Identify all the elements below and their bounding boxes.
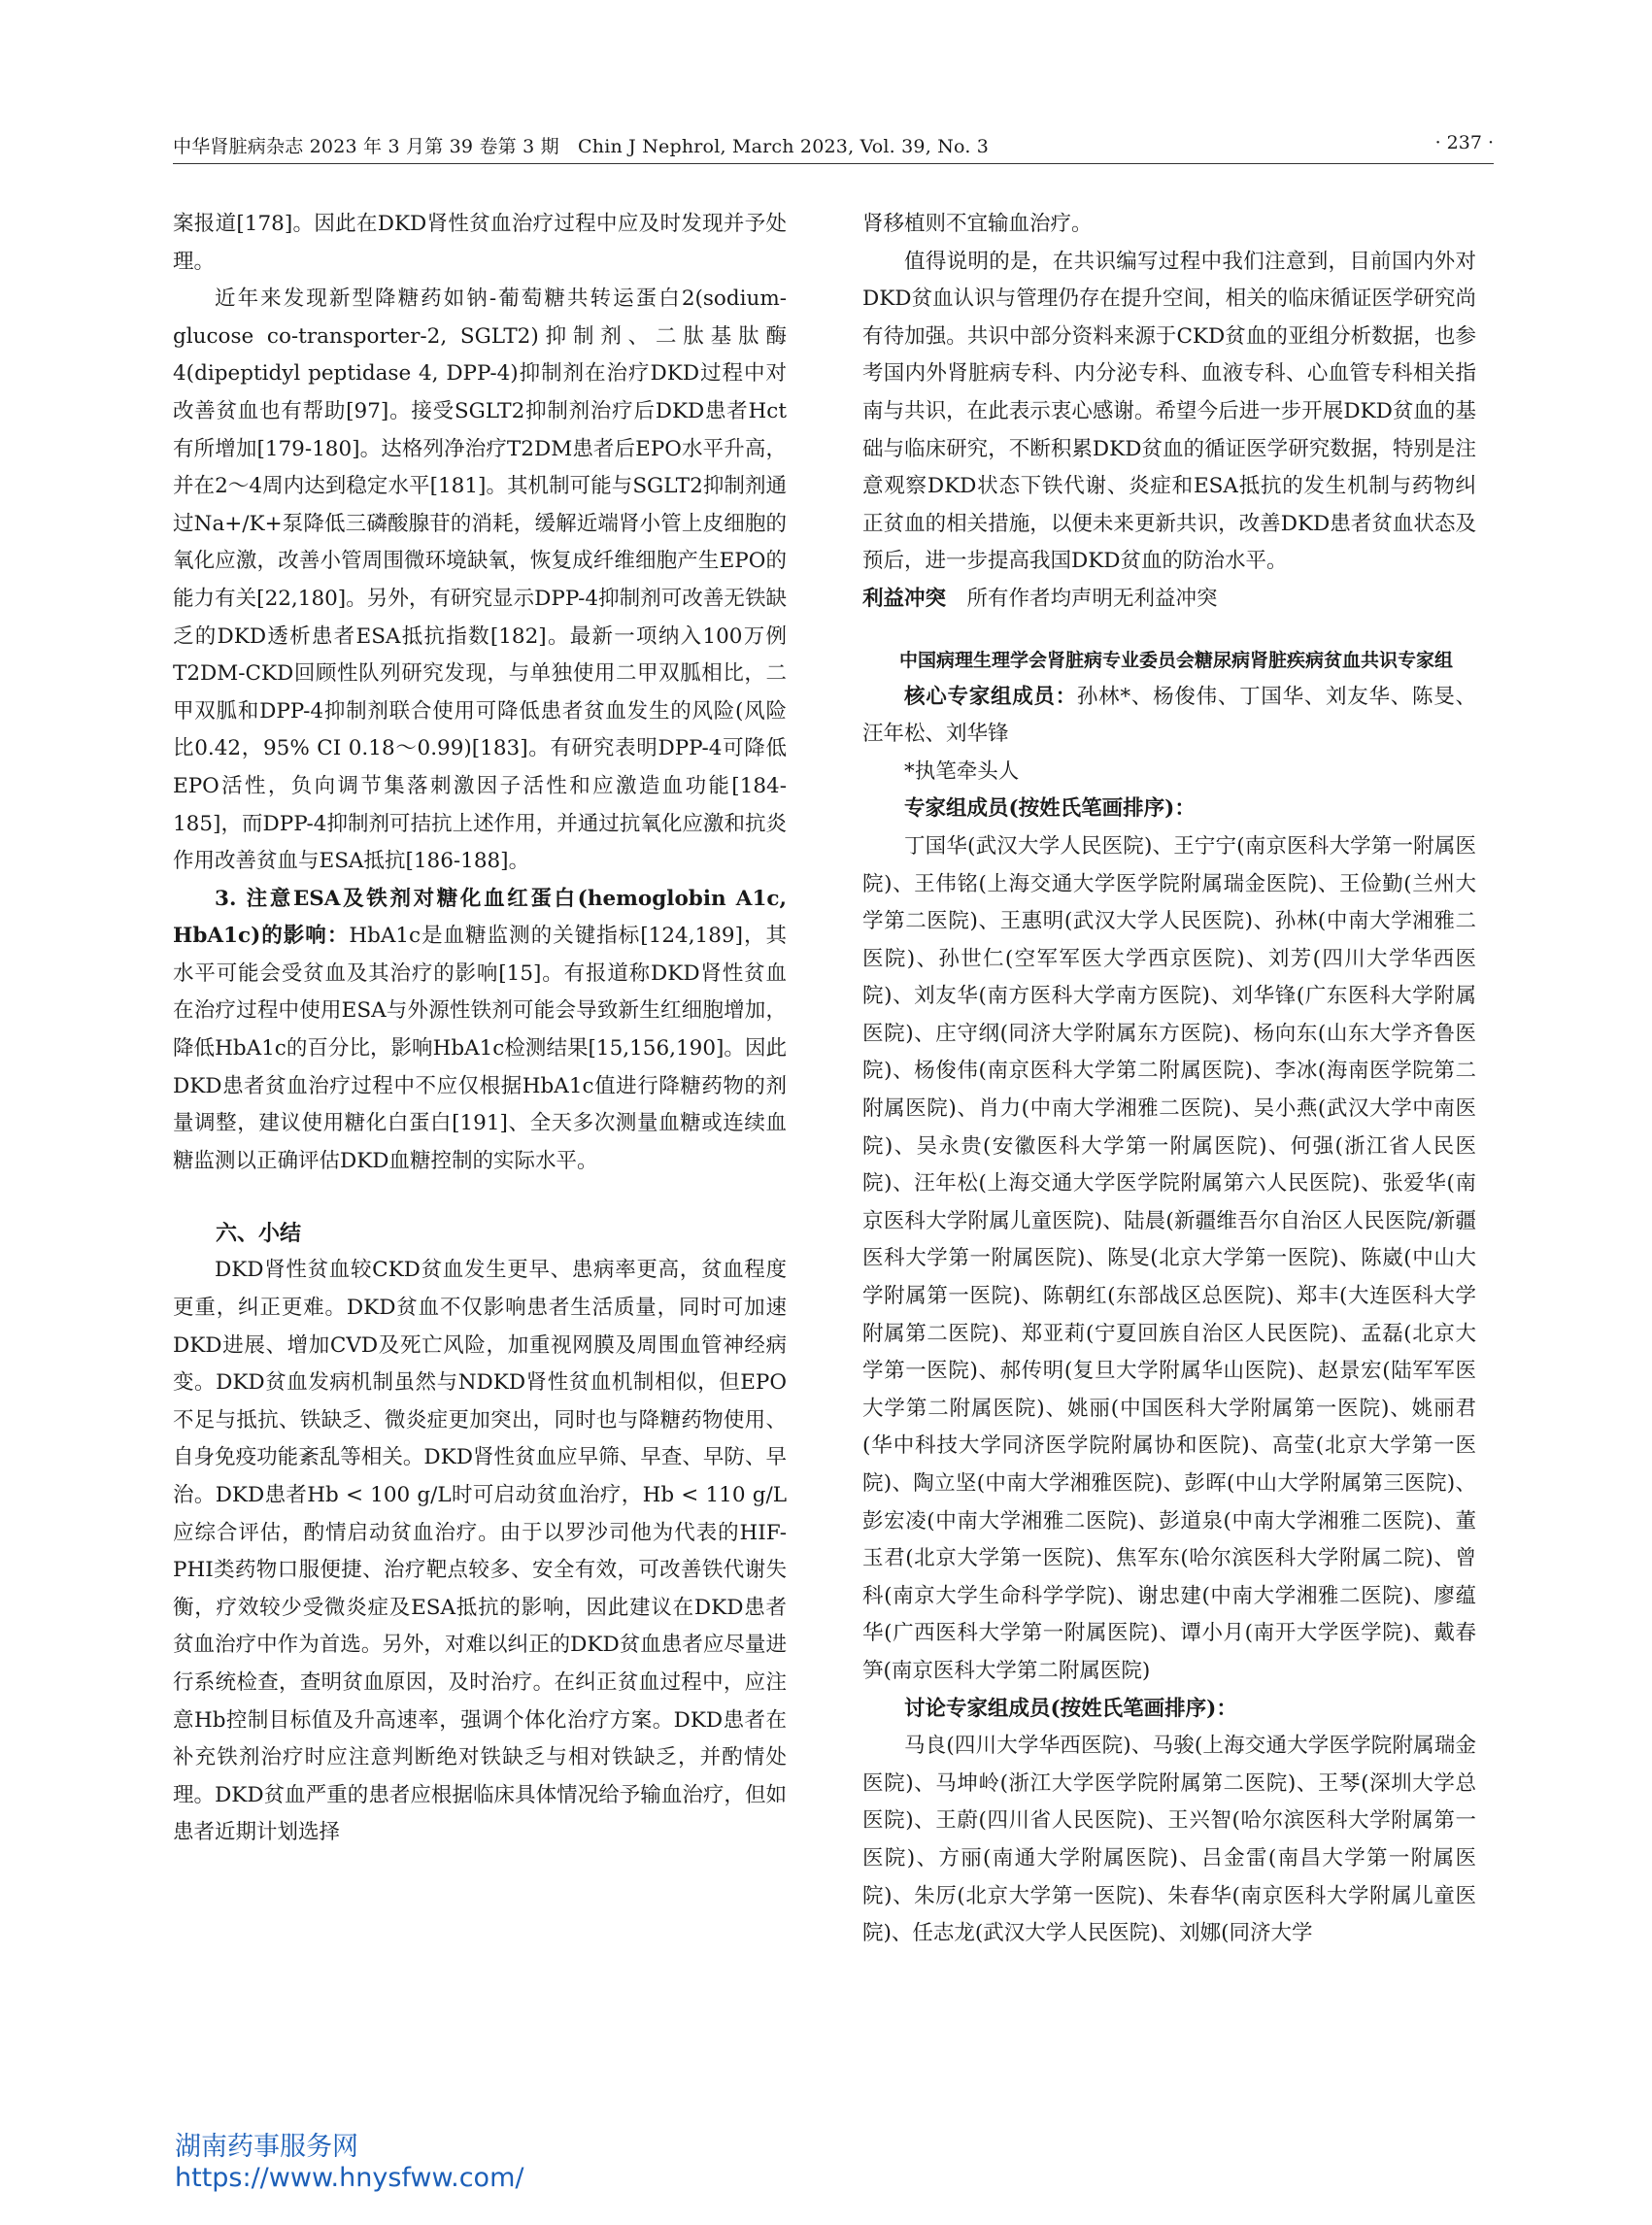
paragraph-hba1c bbox=[173, 881, 787, 1181]
core-expert-label: 核心专家组成员： bbox=[904, 684, 1077, 709]
paragraph-new-hypoglycemic-drugs: 近年来发现新型降糖药如钠-葡萄糖共转运蛋白2(sodium-glucose co-transporter-2, SGLT2)抑制剂、二肽基肽酶4(dipeptidyl peptidase 4, DPP-4)抑制剂在治疗DKD过程中对改善贫血也有帮助[97]。接受SGLT2抑制剂治疗后DKD患者Hct有所增加[179-180]。达格列净治疗T2DM患者后EPO水平升高，并在2～4周内达到稳定水平[181]。其机制可能与SGLT2抑制剂通过Na+/K+泵降低三磷酸腺苷的消耗，缓解近端肾小管上皮细胞的氧化应激，改善小管周围微环境缺氧，恢复成纤维细胞产生EPO的能力有关[22,180]。另外，有研究显示DPP-4抑制剂可改善无铁缺乏的DKD透析患者ESA抵抗指数[182]。最新一项纳入100万例T2DM-CKD回顾性队列研究发现，与单独使用二甲双胍相比，二甲双胍和DPP-4抑制剂联合使用可降低患者贫血发生的风险(风险比0.42，95% CI 0.18～0.99)[183]。有研究表明DPP-4可降低EPO活性，负向调节集落刺激因子活性和应激造血功能[184-185]，而DPP-4抑制剂可拮抗上述作用，并通过抗氧化应激和抗炎作用改善贫血与ESA抵抗[186-188]。 bbox=[173, 287, 787, 874]
journal-citation: 中华肾脏病杂志 2023 年 3 月第 39 卷第 3 期 Chin J Nephrol, March 2023, Vol. 39, No. 3 bbox=[173, 136, 990, 157]
paragraph-summary: DKD肾性贫血较CKD贫血发生更早、患病率更高，贫血程度更重，纠正更难。DKD贫血不仅影响患者生活质量，同时可加速DKD进展、增加CVD及死亡风险，加重视网膜及周围血管神经病变。DKD贫血发病机制虽然与NDKD肾性贫血机制相似，但EPO不足与抵抗、铁缺乏、微炎症更加突出，同时也与降糖药物使用、自身免疫功能紊乱等相关。DKD肾性贫血应早筛、早查、早防、早治。DKD患者Hb < 100 g/L时可启动贫血治疗，Hb < 110 g/L应综合评估，酌情启动贫血治疗。由于以罗沙司他为代表的HIF-PHI类药物口服便捷、治疗靶点较多、安全有效，可改善铁代谢失衡，疗效较少受微炎症及ESA抵抗的影响，因此建议在DKD患者贫血治疗中作为首选。另外，对难以纠正的DKD贫血患者应尽量进行系统检查，查明贫血原因，及时治疗。在纠正贫血过程中，应注意Hb控制目标值及升高速率，强调个体化治疗方案。DKD患者在补充铁剂治疗时应注意判断绝对铁缺乏与相对铁缺乏，并酌情处理。DKD贫血严重的患者应根据临床具体情况给予输血治疗，但如患者近期计划选择 bbox=[173, 1258, 787, 1845]
hba1c-body: HbA1c是血糖监测的关键指标[124,189]，其水平可能会受贫血及其治疗的影响[15]。有报道称DKD肾性贫血在治疗过程中使用ESA与外源性铁剂可能会导致新生红细胞增加，降低HbA1c的百分比，影响HbA1c检测结果[15,156,190]。因此DKD患者贫血治疗过程中不应仅根据HbA1c值进行降糖药物的剂量调整，建议使用糖化白蛋白[191]、全天多次测量血糖或连续血糖监测以正确评估DKD血糖控制的实际水平。 bbox=[173, 924, 787, 1173]
core-expert-members bbox=[862, 679, 1476, 754]
section-heading-summary: 六、小结 bbox=[216, 1221, 302, 1247]
paragraph-acknowledgement: 值得说明的是，在共识编写过程中我们注意到，目前国内外对DKD贫血认识与管理仍存在提升空间，相关的临床循证医学研究尚有待加强。共识中部分资料来源于CKD贫血的亚组分析数据，也参考国内外肾脏病专科、内分泌专科、血液专科、心血管专科相关指南与共识，在此表示衷心感谢。希望今后进一步开展DKD贫血的基础与临床研究，不断积累DKD贫血的循证医学研究数据，特别是注意观察DKD状态下铁代谢、炎症和ESA抵抗的发生机制与药物纠正贫血的相关措施，以便未来更新共识，改善DKD患者贫血状态及预后，进一步提高我国DKD贫血的防治水平。 bbox=[862, 249, 1476, 574]
paragraph-case-report: 案报道[178]。因此在DKD肾性贫血治疗过程中应及时发现并予处理。 bbox=[173, 212, 787, 274]
conflict-of-interest bbox=[862, 581, 1476, 619]
discussion-members-label: 讨论专家组成员(按姓氏笔画排序)： bbox=[904, 1696, 1237, 1721]
watermark-site: 湖南药事服务网 bbox=[175, 2132, 358, 2162]
page-number: · 237 · bbox=[1434, 132, 1494, 153]
expert-members-label: 专家组成员(按姓氏笔画排序)： bbox=[904, 796, 1196, 822]
expert-group-name: 中国病理生理学会肾脏病专业委员会糖尿病肾脏疾病贫血共识专家组 bbox=[899, 649, 1454, 671]
core-expert-names: 孙林*、杨俊伟、丁国华、刘友华、陈旻、汪年松、刘华锋 bbox=[862, 684, 1476, 747]
discussion-members-list: 马良(四川大学华西医院)、马骏(上海交通大学医学院附属瑞金医院)、马坤岭(浙江大学医学院附属第二医院)、王琴(深圳大学总医院)、王蔚(四川省人民医院)、王兴智(哈尔滨医科大学附属第一医院)、方丽(南通大学附属医院)、吕金雷(南昌大学第一附属医院)、朱厉(北京大学第一医院)、朱春华(南京医科大学附属儿童医院)、任志龙(武汉大学人民医院)、刘娜(同济大学 bbox=[862, 1734, 1476, 1946]
right-column bbox=[862, 206, 1476, 1953]
coi-label: 利益冲突 bbox=[862, 586, 947, 611]
watermark bbox=[175, 2132, 523, 2194]
subsection-heading-hba1c: 3. 注意ESA及铁剂对糖化血红蛋白(hemoglobin A1c, HbA1c)的影响： bbox=[173, 886, 787, 949]
coi-text: 所有作者均声明无利益冲突 bbox=[966, 586, 1218, 611]
paragraph-transplant: 肾移植则不宜输血治疗。 bbox=[862, 212, 1093, 236]
watermark-url[interactable]: https://www.hnysfww.com/ bbox=[175, 2163, 524, 2193]
expert-members-list: 丁国华(武汉大学人民医院)、王宁宁(南京医科大学第一附属医院)、王伟铭(上海交通大学医学院附属瑞金医院)、王俭勤(兰州大学第二医院)、王惠明(武汉大学人民医院)、孙林(中南大学湘雅二医院)、孙世仁(空军军医大学西京医院)、刘芳(四川大学华西医院)、刘友华(南方医科大学南方医院)、刘华锋(广东医科大学附属医院)、庄守纲(同济大学附属东方医院)、杨向东(山东大学齐鲁医院)、杨俊伟(南京医科大学第二附属医院)、李冰(海南医学院第二附属医院)、肖力(中南大学湘雅二医院)、吴小燕(武汉大学中南医院)、吴永贵(安徽医科大学第一附属医院)、何强(浙江省人民医院)、汪年松(上海交通大学医学院附属第六人民医院)、张爱华(南京医科大学附属儿童医院)、陆晨(新疆维吾尔自治区人民医院/新疆医科大学第一附属医院)、陈旻(北京大学第一医院)、陈崴(中山大学附属第一医院)、陈朝红(东部战区总医院)、郑丰(大连医科大学附属第二医院)、郑亚莉(宁夏回族自治区人民医院)、孟磊(北京大学第一医院)、郝传明(复旦大学附属华山医院)、赵景宏(陆军军医大学第二附属医院)、姚丽(中国医科大学附属第一医院)、姚丽君(华中科技大学同济医学院附属协和医院)、高莹(北京大学第一医院)、陶立坚(中南大学湘雅医院)、彭晖(中山大学附属第三医院)、彭宏凌(中南大学湘雅二医院)、彭道泉(中南大学湘雅二医院)、董玉君(北京大学第一医院)、焦军东(哈尔滨医科大学附属二院)、曾科(南京大学生命科学学院)、谢忠建(中南大学湘雅二医院)、廖蕴华(广西医科大学第一附属医院)、谭小月(南开大学医学院)、戴春笋(南京医科大学第二附属医院) bbox=[862, 833, 1476, 1683]
lead-author-note: *执笔牵头人 bbox=[904, 759, 1020, 784]
left-column bbox=[173, 206, 787, 1852]
running-header bbox=[173, 124, 1494, 164]
